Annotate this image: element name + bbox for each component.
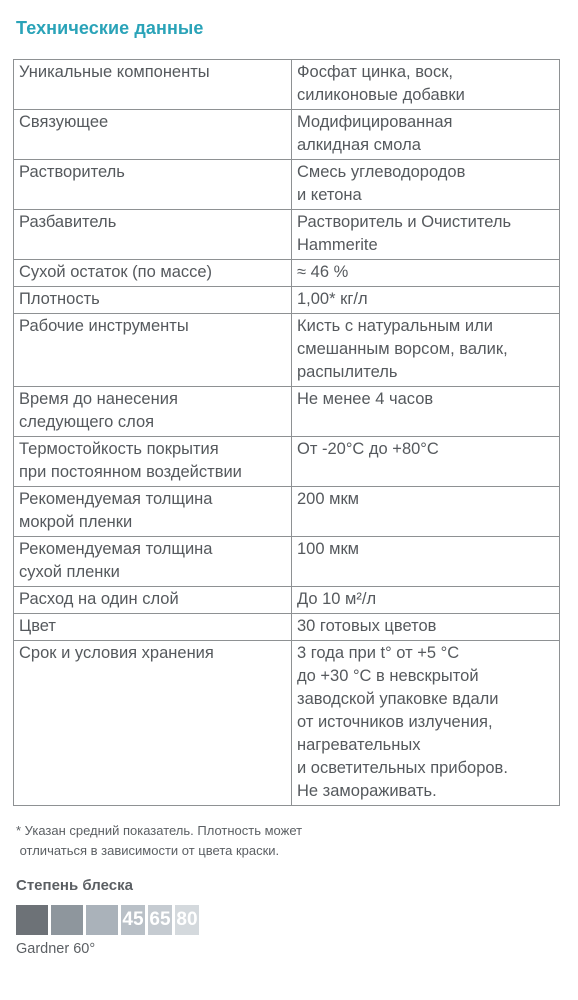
spec-value: До 10 м²/л	[292, 587, 560, 614]
table-row	[14, 160, 560, 210]
table-row	[14, 641, 560, 806]
spec-name: Цвет	[14, 614, 292, 641]
gloss-swatch	[86, 905, 118, 935]
spec-value: Фосфат цинка, воск, силиконовые добавки	[292, 60, 560, 110]
spec-name: Расход на один слой	[14, 587, 292, 614]
spec-value: От -20°C до +80°C	[292, 437, 560, 487]
spec-name: Рекомендуемая толщина мокрой пленки	[14, 487, 292, 537]
spec-value: 1,00* кг/л	[292, 287, 560, 314]
gloss-swatch: 65	[148, 905, 172, 935]
spec-value: Кисть с натуральным или смешанным ворсом, валик, распылитель	[292, 314, 560, 387]
table-row	[14, 210, 560, 260]
spec-value: Растворитель и Очиститель Hammerite	[292, 210, 560, 260]
spec-value: 200 мкм	[292, 487, 560, 537]
table-row	[14, 287, 560, 314]
spec-name: Разбавитель	[14, 210, 292, 260]
gloss-scale	[16, 905, 199, 935]
spec-value: Не менее 4 часов	[292, 387, 560, 437]
footnote	[16, 821, 302, 861]
table-row	[14, 614, 560, 641]
table-row	[14, 587, 560, 614]
spec-name: Рабочие инструменты	[14, 314, 292, 387]
spec-value: Смесь углеводородов и кетона	[292, 160, 560, 210]
gloss-swatch	[16, 905, 48, 935]
technical-data-table	[13, 59, 560, 806]
gloss-swatch: 45	[121, 905, 145, 935]
page-title: Технические данные	[16, 18, 204, 38]
spec-name: Плотность	[14, 287, 292, 314]
spec-name: Рекомендуемая толщина сухой пленки	[14, 537, 292, 587]
gloss-section-title: Степень блеска	[16, 877, 133, 894]
spec-name: Термостойкость покрытия при постоянном воздействии	[14, 437, 292, 487]
table-row	[14, 487, 560, 537]
table-row	[14, 437, 560, 487]
table-row	[14, 260, 560, 287]
footnote-line: * Указан средний показатель. Плотность может	[16, 823, 303, 838]
gloss-swatch: 80	[175, 905, 199, 935]
gloss-scale-label: Gardner 60°	[16, 941, 96, 957]
spec-name: Сухой остаток (по массе)	[14, 260, 292, 287]
spec-value: Модифицированная алкидная смола	[292, 110, 560, 160]
table-row	[14, 110, 560, 160]
spec-name: Время до нанесения следующего слоя	[14, 387, 292, 437]
spec-name: Связующее	[14, 110, 292, 160]
spec-value: 3 года при t° от +5 °C до +30 °C в невскрытой заводской упаковке вдали от источников излучения, нагревательных и осветительных приборов. Не замораживать.	[292, 641, 560, 806]
table-row	[14, 387, 560, 437]
table-row	[14, 60, 560, 110]
spec-value: 100 мкм	[292, 537, 560, 587]
spec-value: ≈ 46 %	[292, 260, 560, 287]
gloss-swatch	[51, 905, 83, 935]
spec-name: Растворитель	[14, 160, 292, 210]
spec-name: Уникальные компоненты	[14, 60, 292, 110]
spec-value: 30 готовых цветов	[292, 614, 560, 641]
footnote-line: отличаться в зависимости от цвета краски.	[16, 843, 280, 858]
table-row	[14, 314, 560, 387]
spec-name: Срок и условия хранения	[14, 641, 292, 806]
table-row	[14, 537, 560, 587]
